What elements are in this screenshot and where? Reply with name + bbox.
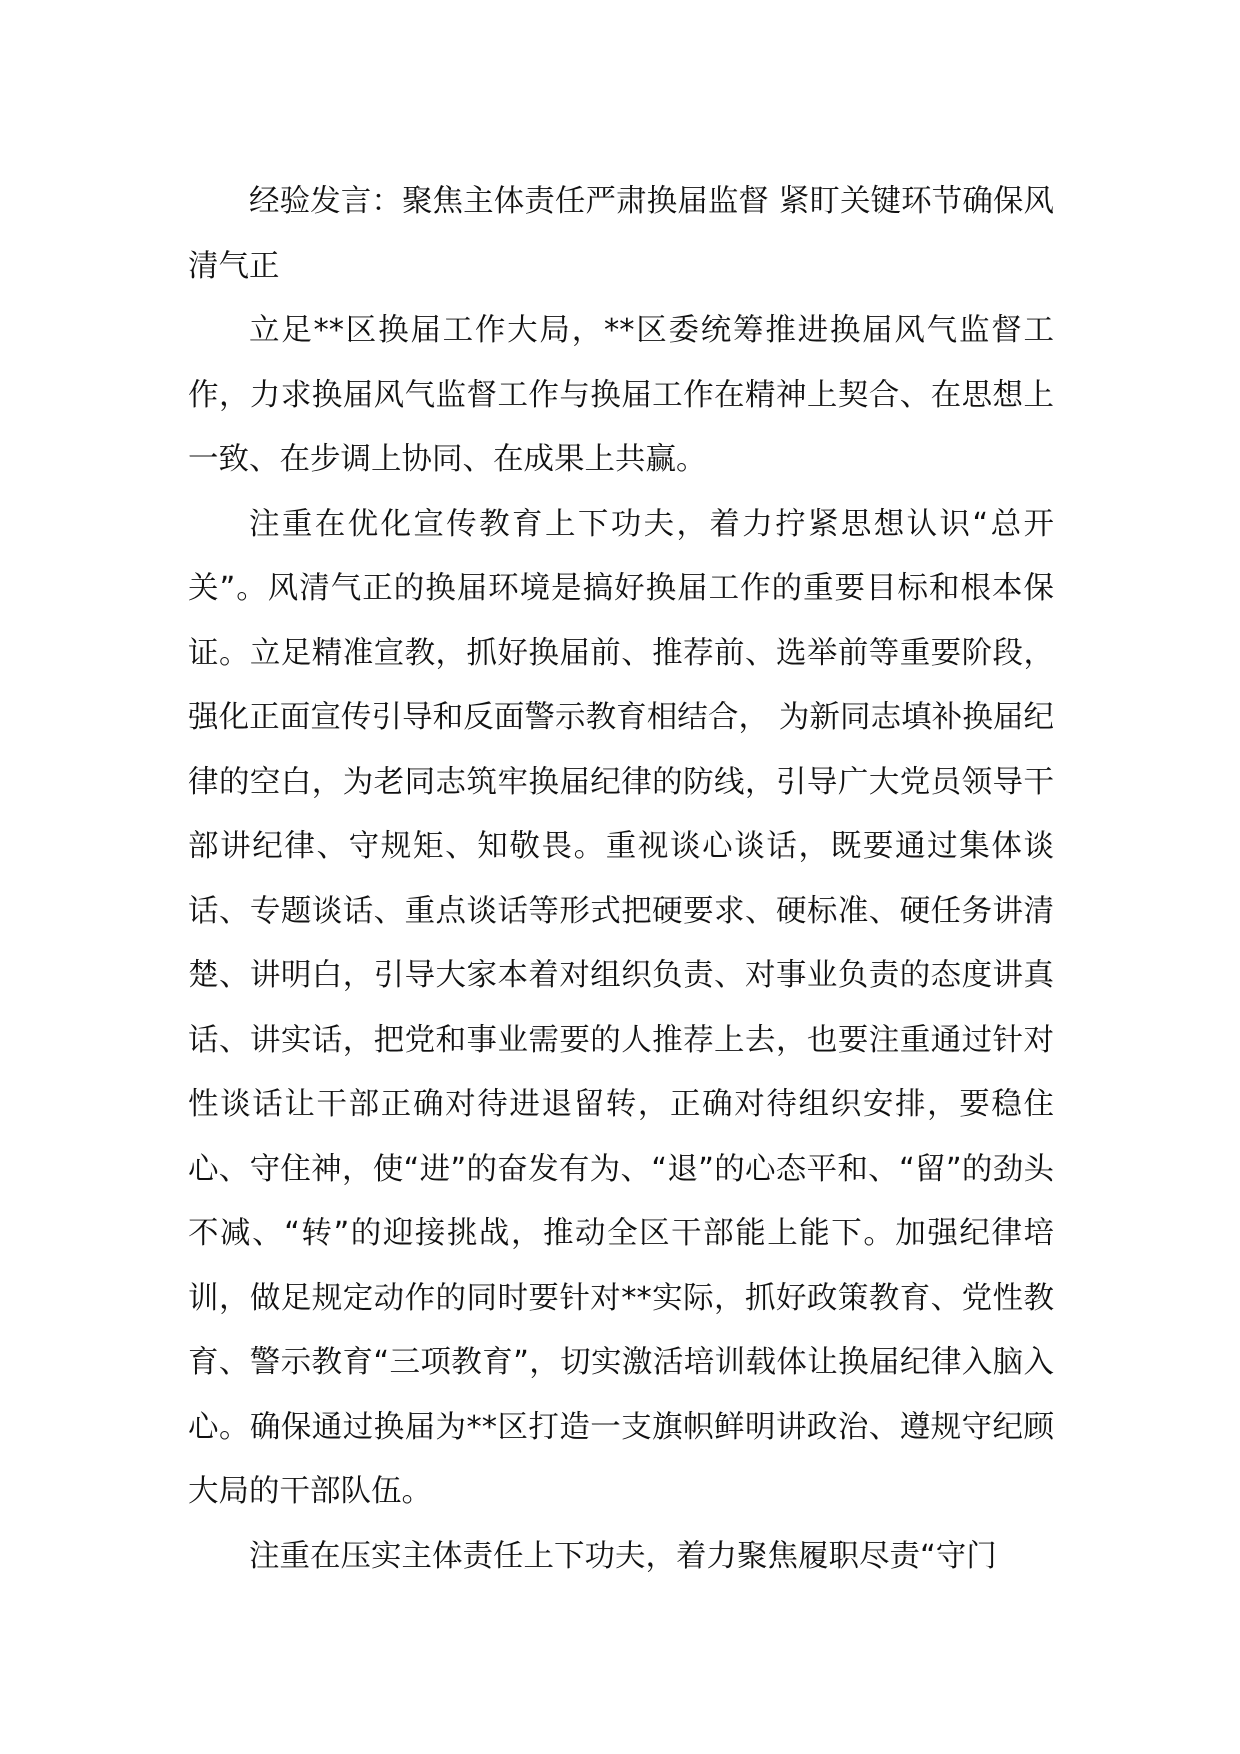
- paragraph-intro: 立足**区换届工作大局，**区委统筹推进换届风气监督工作，力求换届风气监督工作与换届工作在精神上契合、在思想上一致、在步调上协同、在成果上共赢。: [188, 313, 1054, 477]
- document-page: [188, 170, 1054, 1589]
- paragraph-education: 注重在优化宣传教育上下功夫，着力拧紧思想认识“总开关”。风清气正的换届环境是搞好换届工作的重要目标和根本保证。立足精准宣教，抓好换届前、推荐前、选举前等重要阶段，强化正面宣传引导和反面警示教育相结合， 为新同志填补换届纪律的空白，为老同志筑牢换届纪律的防线，引导广大党员领导干部讲纪律、守规矩、知敬畏。重视谈心谈话，既要通过集体谈话、专题谈话、重点谈话等形式把硬要求、硬标准、硬任务讲清楚、讲明白，引导大家本着对组织负责、对事业负责的态度讲真话、讲实话，把党和事业需要的人推荐上去，也要注重通过针对性谈话让干部正确对待进退留转，正确对待组织安排，要稳住心、守住神，使“进”的奋发有为、“退”的心态平和、“留”的劲头不减、“转”的迎接挑战，推动全区干部能上能下。加强纪律培训，做足规定动作的同时要针对**实际，抓好政策教育、党性教育、警示教育“三项教育”，切实激活培训载体让换届纪律入脑入心。确保通过换届为**区打造一支旗帜鲜明讲政治、遵规守纪顾大局的干部队伍。: [188, 506, 1054, 1509]
- document-title: 经验发言：聚焦主体责任严肃换届监督 紧盯关键环节确保风清气正: [188, 184, 1054, 284]
- paragraph-responsibility: 注重在压实主体责任上下功夫，着力聚焦履职尽责“守门: [249, 1538, 997, 1574]
